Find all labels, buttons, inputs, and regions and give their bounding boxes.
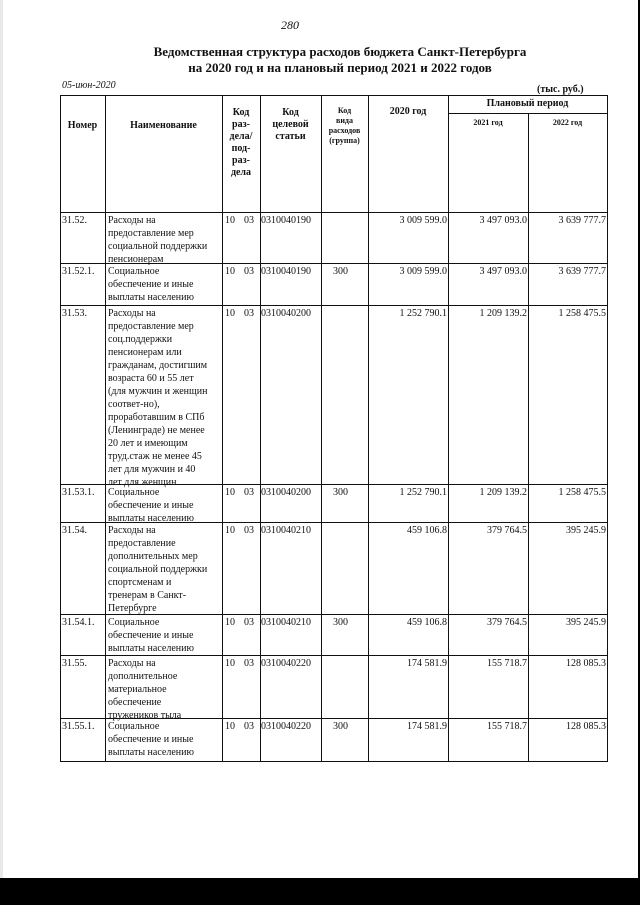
row-name-line: (для мужчин и женщин [108, 386, 208, 397]
row-number: 31.55. [62, 658, 87, 669]
row-subsection: 03 [244, 308, 254, 319]
page-number: 280 [281, 18, 299, 32]
row-name-line: Расходы на [108, 525, 156, 536]
column-line [321, 95, 322, 761]
row-2022: 395 245.9 [566, 525, 606, 536]
row-2020: 174 581.9 [407, 721, 447, 732]
header-2020-line: 2020 год [389, 106, 427, 117]
header-expense-type [321, 106, 368, 146]
header-2022-line: 2022 год [552, 118, 583, 127]
header-section [222, 107, 260, 179]
row-name-line: предоставление [108, 538, 176, 549]
row-number: 31.54. [62, 525, 87, 536]
row-number: 31.52. [62, 215, 87, 226]
column-line [105, 95, 106, 761]
row-2022: 1 258 475.5 [558, 487, 606, 498]
row-name-line: предоставление мер [108, 228, 194, 239]
row-name-line: тренерам в Санкт- [108, 590, 187, 601]
document-date: 05-июн-2020 [62, 80, 116, 91]
header-expense-type-line: Код [337, 106, 352, 115]
row-expense-type: 300 [333, 487, 348, 498]
row-name-line: пенсионерам или [108, 347, 182, 358]
row-name-line: Петербурге [108, 603, 157, 614]
row-expense-type: 300 [333, 266, 348, 277]
header-name-line: Наименование [130, 120, 197, 131]
header-expense-type-line: вида [336, 116, 353, 125]
header-number [60, 120, 105, 132]
header-target-line: целевой [272, 119, 309, 130]
title-line-1: Ведомственная структура расходов бюджета Санкт-Петербурга [153, 44, 527, 59]
row-name-line: выплаты населению [108, 747, 194, 758]
row-section: 10 [225, 721, 235, 732]
row-2021: 155 718.7 [487, 658, 527, 669]
row-2020: 459 106.8 [407, 525, 447, 536]
row-name-line: предоставление мер [108, 321, 194, 332]
row-2022: 395 245.9 [566, 617, 606, 628]
row-name-line: лет для мужчин и 40 [108, 464, 196, 475]
row-2022: 3 639 777.7 [558, 266, 606, 277]
row-subsection: 03 [244, 487, 254, 498]
header-number-line: Номер [67, 120, 98, 131]
row-expense-type: 300 [333, 721, 348, 732]
header-target [260, 107, 321, 143]
title-line-2: на 2020 год и на плановый период 2021 и 2022 годов [188, 60, 492, 75]
units-label: (тыс. руб.) [537, 84, 584, 95]
row-name [108, 307, 221, 489]
row-name-line: (Ленинграде) не менее [108, 425, 205, 436]
row-2021: 3 497 093.0 [479, 215, 527, 226]
header-name [105, 120, 222, 132]
row-name-line: спортсменам и [108, 577, 172, 588]
row-2020: 3 009 599.0 [399, 215, 447, 226]
row-name-line: выплаты населению [108, 643, 194, 654]
row-name-line: социальной поддержки [108, 241, 208, 252]
row-name [108, 524, 221, 615]
row-name-line: Социальное [108, 617, 160, 628]
row-2021: 3 497 093.0 [479, 266, 527, 277]
row-name [108, 616, 221, 655]
row-subsection: 03 [244, 617, 254, 628]
row-2022: 1 258 475.5 [558, 308, 606, 319]
row-section: 10 [225, 308, 235, 319]
row-target-code: 0310040210 [261, 617, 311, 628]
row-name-line: соответ-но), [108, 399, 160, 410]
row-subsection: 03 [244, 215, 254, 226]
row-2021: 155 718.7 [487, 721, 527, 732]
row-target-code: 0310040210 [261, 525, 311, 536]
row-name-line: материальное [108, 684, 167, 695]
row-2020: 1 252 790.1 [399, 487, 447, 498]
row-section: 10 [225, 525, 235, 536]
header-2021 [448, 118, 528, 128]
row-target-code: 0310040200 [261, 308, 311, 319]
row-name-line: обеспечение [108, 697, 162, 708]
row-2020: 1 252 790.1 [399, 308, 447, 319]
row-number: 31.52.1. [62, 266, 95, 277]
row-name [108, 486, 221, 525]
row-name-line: Социальное [108, 487, 160, 498]
row-name-line: обеспечение и иные [108, 630, 194, 641]
row-name-line: соц.поддержки [108, 334, 173, 345]
row-line [60, 655, 608, 656]
row-target-code: 0310040190 [261, 266, 311, 277]
header-target-line: Код [282, 107, 299, 118]
row-target-code: 0310040190 [261, 215, 311, 226]
column-line [60, 95, 61, 761]
header-2022 [528, 118, 607, 128]
row-number: 31.53.1. [62, 487, 95, 498]
row-name-line: Социальное [108, 266, 160, 277]
scan-bottom-border [0, 878, 640, 905]
row-2021: 1 209 139.2 [479, 487, 527, 498]
row-2021: 379 764.5 [487, 525, 527, 536]
row-number: 31.54.1. [62, 617, 95, 628]
row-target-code: 0310040220 [261, 721, 311, 732]
header-section-line: раз- [232, 155, 250, 166]
header-section-line: Код [232, 107, 250, 118]
header-section-line: под- [231, 143, 251, 154]
header-planned [448, 98, 607, 110]
row-name-line: Социальное [108, 721, 160, 732]
row-name [108, 214, 221, 266]
scan-edge-left [0, 0, 3, 905]
header-2020 [368, 106, 448, 118]
column-line [607, 95, 608, 761]
row-number: 31.55.1. [62, 721, 95, 732]
header-expense-type-line: расходов [328, 126, 361, 135]
row-2020: 459 106.8 [407, 617, 447, 628]
row-target-code: 0310040220 [261, 658, 311, 669]
row-name-line: Расходы на [108, 658, 156, 669]
row-name-line: возраста 60 и 55 лет [108, 373, 194, 384]
header-section-line: дела/ [229, 131, 253, 142]
header-target-line: статьи [275, 131, 306, 142]
row-name [108, 720, 221, 759]
row-name-line: лет для женщин [108, 477, 177, 488]
column-line [222, 95, 223, 761]
row-subsection: 03 [244, 721, 254, 732]
row-name-line: обеспечение и иные [108, 279, 194, 290]
row-2022: 128 085.3 [566, 658, 606, 669]
row-name-line: обеспечение и иные [108, 734, 194, 745]
header-planned-line: Плановый период [486, 98, 569, 109]
row-name-line: пенсионерам [108, 254, 164, 265]
row-name-line: гражданам, достигшим [108, 360, 208, 371]
row-2022: 128 085.3 [566, 721, 606, 732]
row-line [60, 761, 608, 762]
row-section: 10 [225, 266, 235, 277]
row-name-line: обеспечение и иные [108, 500, 194, 511]
row-expense-type: 300 [333, 617, 348, 628]
row-section: 10 [225, 617, 235, 628]
row-name-line: проработавшим в СПб [108, 412, 205, 423]
row-target-code: 0310040200 [261, 487, 311, 498]
row-name-line: выплаты населению [108, 292, 194, 303]
row-2020: 3 009 599.0 [399, 266, 447, 277]
header-section-line: раз- [232, 119, 250, 130]
header-top-line [60, 95, 608, 96]
row-name-line: дополнительное [108, 671, 178, 682]
row-subsection: 03 [244, 266, 254, 277]
row-name-line: Расходы на [108, 215, 156, 226]
row-subsection: 03 [244, 658, 254, 669]
header-section-line: дела [230, 167, 252, 178]
row-name [108, 265, 221, 304]
row-section: 10 [225, 487, 235, 498]
row-number: 31.53. [62, 308, 87, 319]
row-name-line: дополнительных мер [108, 551, 198, 562]
row-name-line: тружеников тыла [108, 710, 182, 721]
row-name-line: Расходы на [108, 308, 156, 319]
row-name-line: выплаты населению [108, 513, 194, 524]
row-2021: 379 764.5 [487, 617, 527, 628]
row-name-line: 20 лет и имеющим [108, 438, 188, 449]
row-subsection: 03 [244, 525, 254, 536]
row-section: 10 [225, 215, 235, 226]
row-2020: 174 581.9 [407, 658, 447, 669]
row-name [108, 657, 221, 722]
row-section: 10 [225, 658, 235, 669]
header-2021-line: 2021 год [473, 118, 503, 127]
row-name-line: социальной поддержки [108, 564, 208, 575]
row-2021: 1 209 139.2 [479, 308, 527, 319]
row-name-line: труд.стаж не менее 45 [108, 451, 202, 462]
document-title [60, 44, 620, 76]
row-line [60, 305, 608, 306]
row-2022: 3 639 777.7 [558, 215, 606, 226]
row-line [60, 212, 608, 213]
header-expense-type-line: (группа) [329, 136, 360, 145]
